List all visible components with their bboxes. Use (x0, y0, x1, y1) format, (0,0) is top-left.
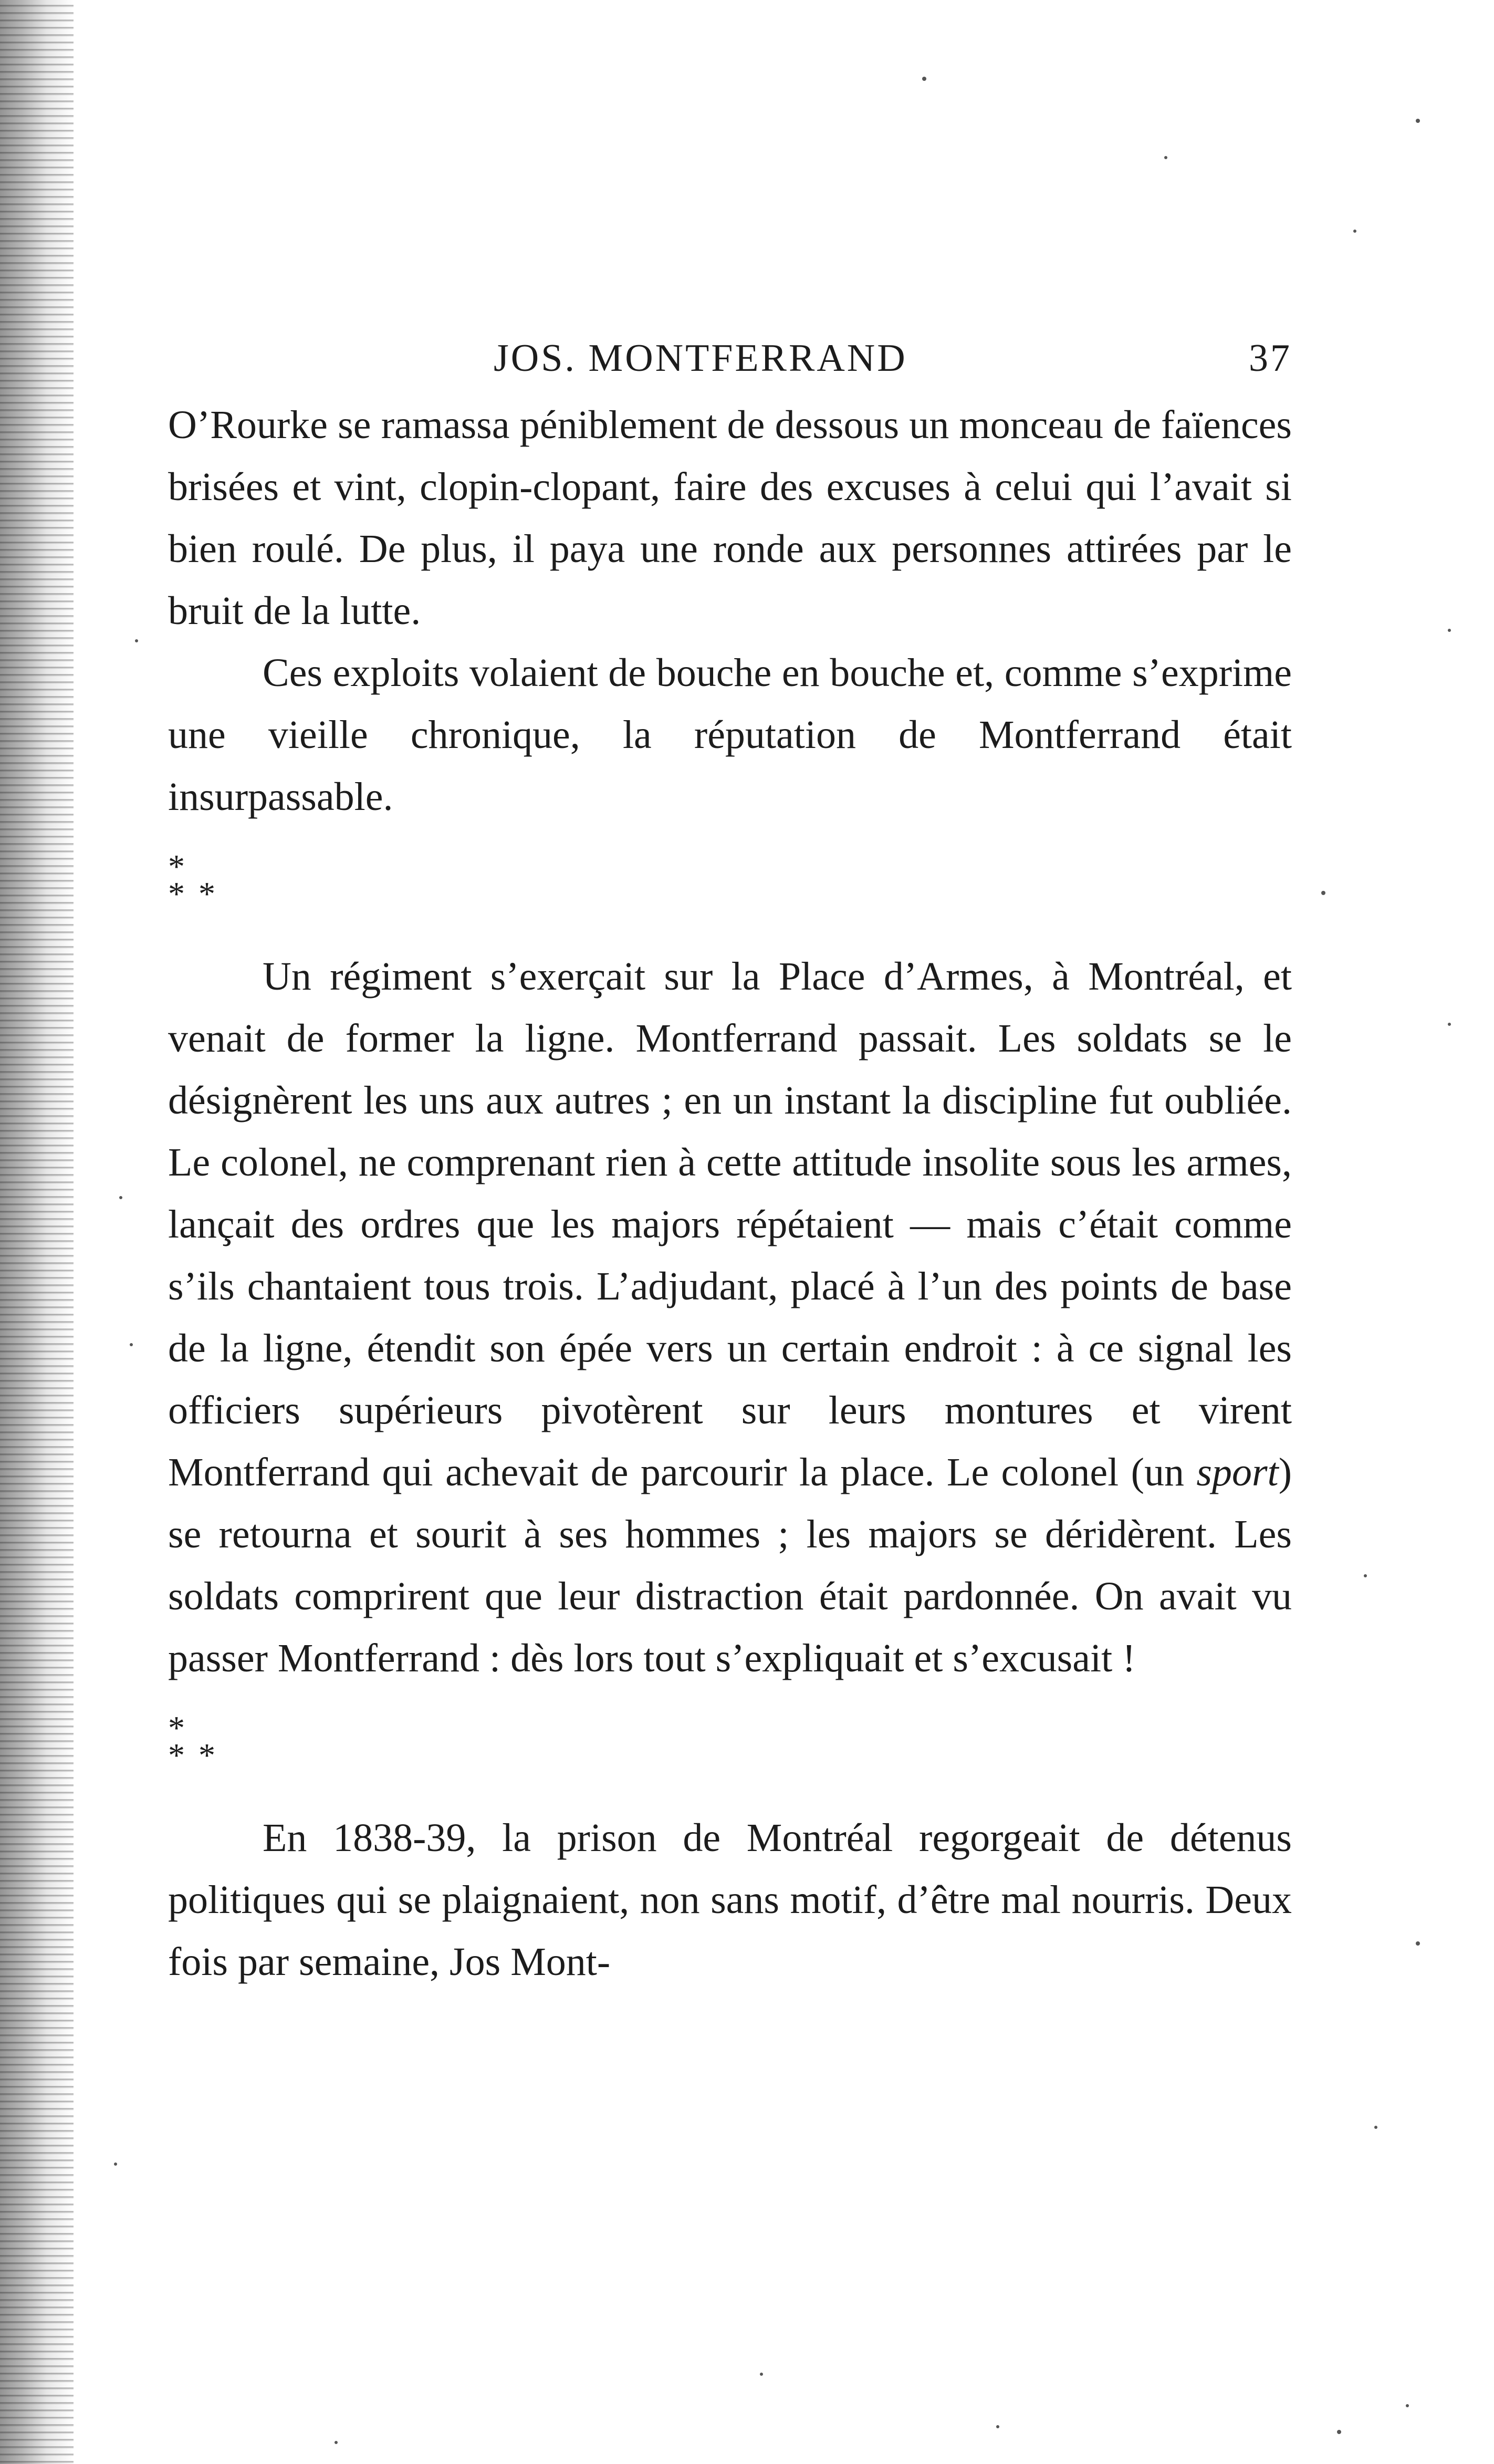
asterism-top: * (168, 1709, 185, 1746)
asterism-top: * (168, 848, 185, 885)
paragraph-3-part-2: ) se retourna et sourit à ses hommes ; les majors se déridèrent. Les soldats comprirent que leur distraction était pardonnée. On avait vu passer Montferrand : dès lors tout s’expliquait et s’excusait ! (168, 1450, 1292, 1680)
paragraph-4: En 1838-39, la prison de Montréal regorgeait de détenus politiques qui se plaignaient, non sans motif, d’être mal nourris. Deux fois par semaine, Jos Mont- (168, 1816, 1292, 1984)
page-number: 37 (1249, 337, 1292, 380)
asterism-bottom: ** (168, 875, 229, 912)
asterism-2 (168, 1709, 1292, 1777)
body-text (168, 394, 1292, 1993)
paragraph-2: Ces exploits volaient de bouche en bouche et, comme s’exprime une vieille chronique, la réputation de Montferrand était insurpassable. (168, 651, 1292, 819)
running-head (168, 336, 1292, 394)
scanned-binding-edge (0, 0, 74, 2464)
asterism-bottom: ** (168, 1737, 229, 1774)
paragraph-1: O’Rourke se ramassa péniblement de dessous un monceau de faïences brisées et vint, clopin-clopant, faire des excuses à celui qui l’avait si bien roulé. De plus, il paya une ronde aux personnes attirées par le bruit de la lutte. (168, 403, 1292, 633)
paragraph-3 (168, 945, 1292, 1689)
paragraph-3-italic: sport (1196, 1450, 1279, 1494)
book-page (168, 336, 1292, 1993)
paragraph-3-part-1: Un régiment s’exerçait sur la Place d’Armes, à Montréal, et venait de former la ligne. Montferrand passait. Les soldats se le désignèrent les uns aux autres ; en un instant la discipline fut oubliée. Le colonel, ne comprenant rien à cette attitude insolite sous les armes, lançait des ordres que les majors répétaient — mais c’était comme s’ils chantaient tous trois. L’adjudant, placé à l’un des points de base de la ligne, étendit son épée vers un certain endroit : à ce signal les officiers supérieurs pivotèrent sur leurs montures et virent Montferrand qui achevait de parcourir la place. Le colonel (un (168, 954, 1292, 1494)
running-title: JOS. MONTFERRAND (494, 337, 907, 380)
asterism-1 (168, 848, 1292, 916)
